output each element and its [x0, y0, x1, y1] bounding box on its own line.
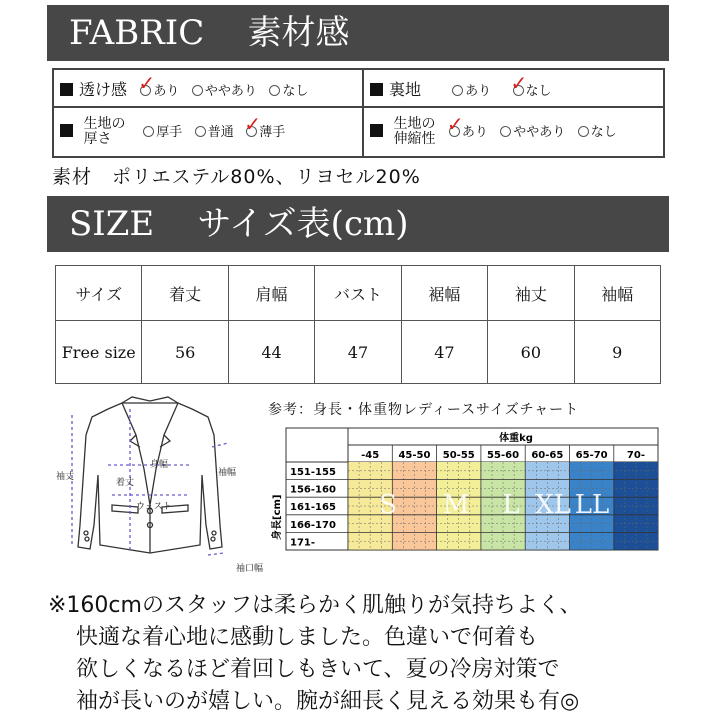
transparency-cell [53, 69, 363, 107]
option-stretch-no: なし [578, 121, 617, 140]
option-stretch-slight: ややあり [500, 121, 565, 140]
option-transparency-no: なし [269, 80, 308, 99]
thickness-cell [53, 107, 363, 157]
square-icon [60, 83, 73, 96]
weight-tick-label: -45 [361, 450, 380, 461]
circle-icon [195, 126, 206, 137]
weight-tick-label: 50-55 [442, 450, 475, 461]
circle-icon [578, 126, 589, 137]
note-line: 欲しくなるほど着回しもきいて、夏の冷房対策で [76, 657, 560, 682]
header-cell: 裾幅 [401, 266, 487, 321]
weight-header: 体重kg [499, 433, 533, 444]
height-tick-label: 161-165 [290, 502, 336, 514]
data-cell: 47 [315, 321, 401, 384]
size-header-row [56, 266, 661, 321]
size-title-jp: サイズ表(cm) [197, 204, 409, 244]
size-letter: L [502, 490, 520, 520]
label-body-width: 身幅 [150, 460, 169, 470]
header-cell: 肩幅 [228, 266, 314, 321]
size-letter: S [379, 490, 397, 520]
size-letter: M [442, 490, 470, 520]
header-cell: 袖丈 [488, 266, 574, 321]
data-cell: 44 [228, 321, 314, 384]
jacket-illustration [50, 395, 264, 575]
material-text: 素材 ポリエステル80%、リヨセル20% [52, 166, 421, 188]
circle-icon [192, 85, 203, 96]
thickness-label: 生地の 厚さ [83, 116, 126, 147]
weight-tick-label: 60-65 [531, 450, 564, 461]
square-icon [60, 124, 73, 137]
option-stretch-yes: ✓ あり [446, 112, 488, 140]
fabric-banner [47, 5, 669, 61]
fabric-title-en: FABRIC [69, 13, 205, 53]
weight-tick-label: 65-70 [575, 450, 608, 461]
label-sleeve-width: 袖幅 [218, 468, 237, 478]
lining-cell [363, 69, 664, 107]
fabric-table [52, 68, 665, 158]
size-chart [266, 428, 666, 554]
size-table [55, 265, 661, 384]
note-line: 袖が長いのが嬉しい。腕が細長く見える効果も有◎ [76, 689, 580, 714]
size-letter: LL [574, 490, 610, 520]
size-data-row [56, 321, 661, 384]
size-title-en: SIZE [69, 204, 155, 244]
header-cell: 着丈 [142, 266, 228, 321]
option-lining-no: ✓ なし [510, 70, 552, 99]
size-letter: XL [535, 490, 571, 520]
option-transparency-yes: ✓ あり [138, 70, 180, 99]
data-cell: 60 [488, 321, 574, 384]
option-thick: 厚手 [143, 121, 182, 140]
height-tick-label: 151-155 [290, 467, 336, 478]
height-tick-label: 166-170 [290, 519, 336, 531]
size-chart-title: 参考：身長・体重物レディースサイズチャート [268, 402, 580, 418]
check-icon: ✓ [510, 70, 528, 95]
label-waist: ウェスト [136, 502, 172, 512]
square-icon [370, 124, 383, 137]
weight-tick-label: 55-60 [487, 450, 520, 461]
check-icon: ✓ [244, 112, 261, 136]
height-axis-label: 身長[cm] [272, 494, 283, 540]
option-normal: 普通 [195, 121, 234, 140]
fabric-row [53, 69, 664, 107]
stretch-cell [363, 107, 664, 157]
label-cuff: 袖口幅 [236, 564, 264, 574]
option-thin: ✓ 薄手 [244, 112, 286, 140]
label-length: 着丈 [116, 478, 135, 488]
data-cell: 56 [142, 321, 228, 384]
weight-tick-label: 70- [626, 450, 645, 461]
option-transparency-slight: ややあり [192, 80, 257, 99]
size-banner [47, 196, 669, 252]
check-icon: ✓ [446, 112, 464, 136]
circle-icon [269, 85, 280, 96]
square-icon [370, 83, 383, 96]
header-cell: サイズ [56, 266, 142, 321]
fabric-title-jp: 素材感 [247, 13, 350, 53]
note-line: 快適な着心地に感動しました。色違いで何着も [76, 625, 539, 650]
option-lining-yes: あり [452, 80, 491, 99]
height-tick-label: 156-160 [290, 484, 336, 496]
lining-label: 裏地 [389, 79, 422, 99]
staff-note [48, 590, 582, 718]
header-cell: バスト [315, 266, 401, 321]
data-cell: 47 [401, 321, 487, 384]
data-cell: Free size [56, 321, 142, 384]
circle-icon [500, 126, 511, 137]
circle-icon [452, 85, 463, 96]
data-cell: 9 [574, 321, 660, 384]
header-cell: 袖幅 [574, 266, 660, 321]
weight-tick-label: 45-50 [398, 450, 431, 461]
transparency-label: 透け感 [79, 79, 128, 99]
label-sleeve-length: 袖丈 [56, 472, 75, 482]
stretch-label: 生地の 伸縮性 [393, 116, 436, 147]
check-icon: ✓ [138, 70, 156, 95]
fabric-row [53, 107, 664, 157]
circle-icon [143, 126, 154, 137]
height-tick-label: 171- [290, 537, 316, 549]
note-line: ※160cmのスタッフは柔らかく肌触りが気持ちよく、 [48, 593, 582, 618]
